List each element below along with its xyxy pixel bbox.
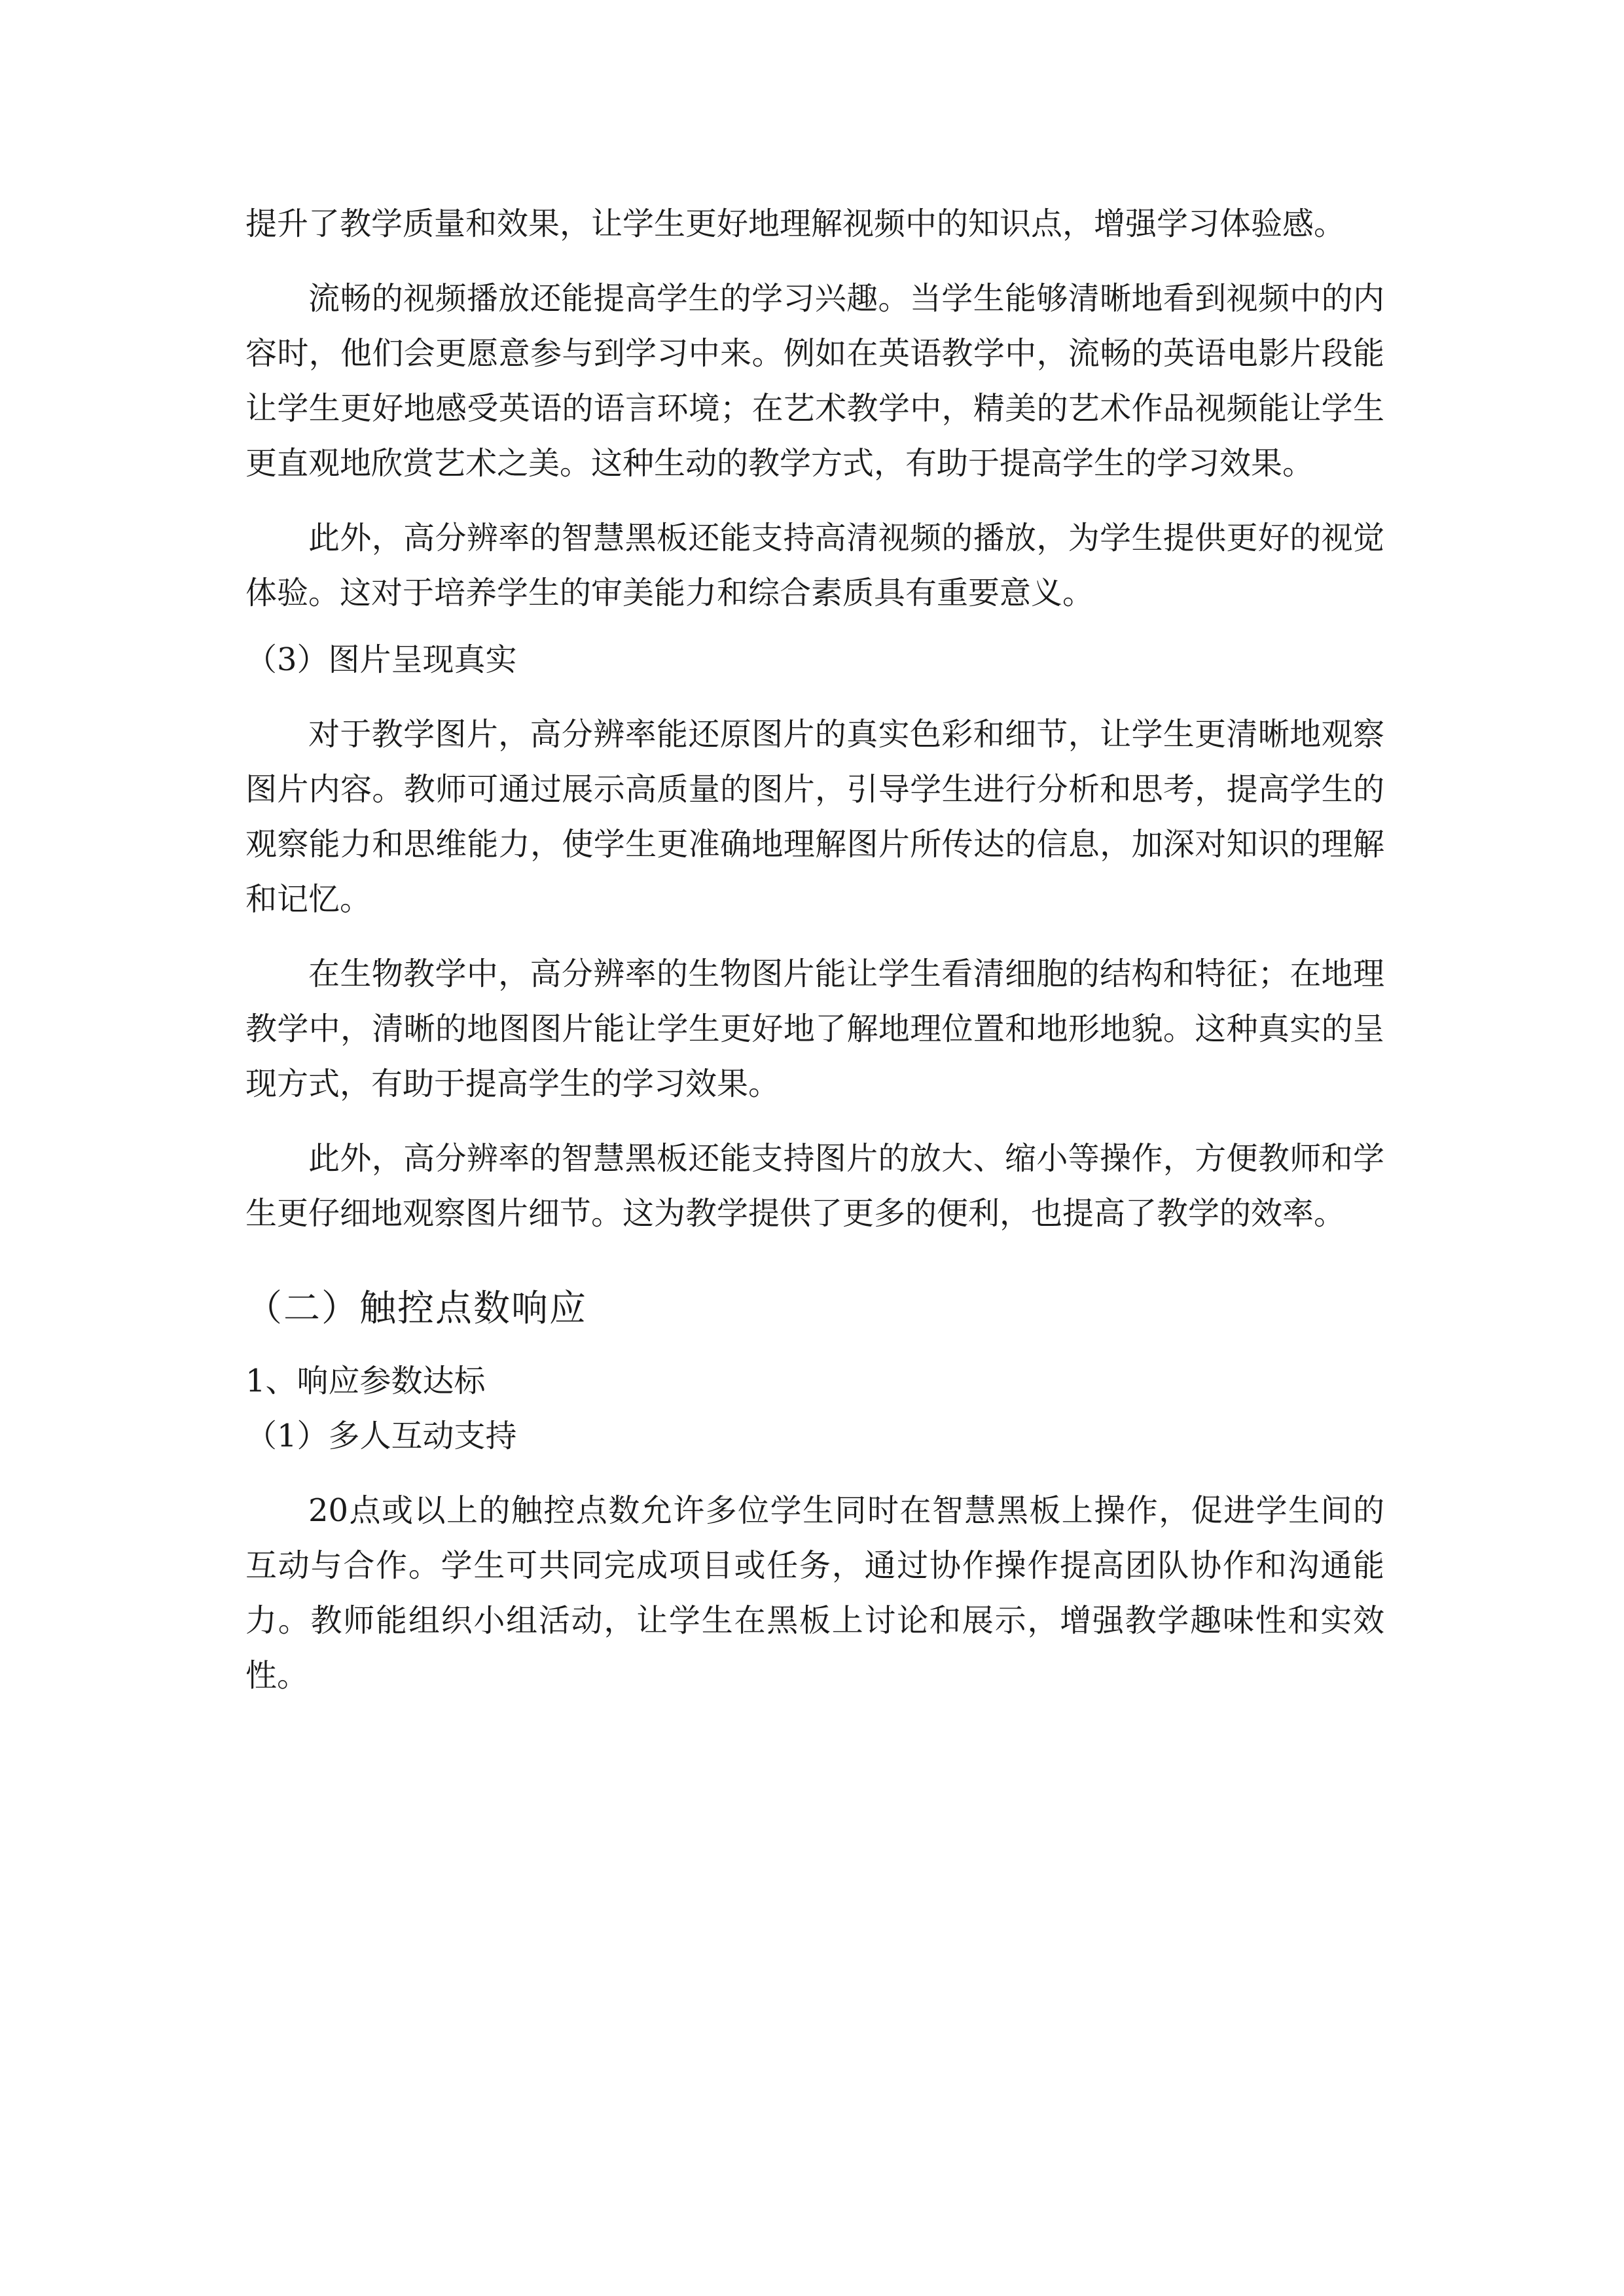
section-heading-touch-points: （二）触控点数响应 <box>245 1287 587 1330</box>
paragraph-zoom-operations: 此外，高分辨率的智慧黑板还能支持图片的放大、缩小等操作，方便教师和学生更仔细地观察图片细节。这为教学提供了更多的便利，也提高了教学的效率。 <box>245 1140 1384 1232</box>
paragraph-continued: 提升了教学质量和效果，让学生更好地理解视频中的知识点，增强学习体验感。 <box>245 206 1346 242</box>
document-page <box>245 196 1384 1703</box>
subheading-response-params: 1、响应参数达标 <box>245 1363 486 1399</box>
paragraph-multi-touch: 20点或以上的触控点数允许多位学生同时在智慧黑板上操作，促进学生间的互动与合作。学生可共同完成项目或任务，通过协作操作提高团队协作和沟通能力。教师能组织小组活动，让学生在黑板上讨论和展示，增强教学趣味性和实效性。 <box>245 1492 1384 1694</box>
paragraph-teaching-images: 对于教学图片，高分辨率能还原图片的真实色彩和细节，让学生更清晰地观察图片内容。教师可通过展示高质量的图片，引导学生进行分析和思考，提高学生的观察能力和思维能力，使学生更准确地理解图片所传达的信息，加深对知识的理解和记忆。 <box>245 716 1384 918</box>
subheading-multi-user: （1）多人互动支持 <box>245 1418 517 1454</box>
subheading-image-realism: （3）图片呈现真实 <box>245 641 517 678</box>
paragraph-hd-video: 此外，高分辨率的智慧黑板还能支持高清视频的播放，为学生提供更好的视觉体验。这对于培养学生的审美能力和综合素质具有重要意义。 <box>245 520 1384 611</box>
paragraph-video-interest: 流畅的视频播放还能提高学生的学习兴趣。当学生能够清晰地看到视频中的内容时，他们会更愿意参与到学习中来。例如在英语教学中，流畅的英语电影片段能让学生更好地感受英语的语言环境；在艺术教学中，精美的艺术作品视频能让学生更直观地欣赏艺术之美。这种生动的教学方式，有助于提高学生的学习效果。 <box>245 280 1384 482</box>
paragraph-biology-geography: 在生物教学中，高分辨率的生物图片能让学生看清细胞的结构和特征；在地理教学中，清晰的地图图片能让学生更好地了解地理位置和地形地貌。这种真实的呈现方式，有助于提高学生的学习效果。 <box>245 956 1384 1102</box>
